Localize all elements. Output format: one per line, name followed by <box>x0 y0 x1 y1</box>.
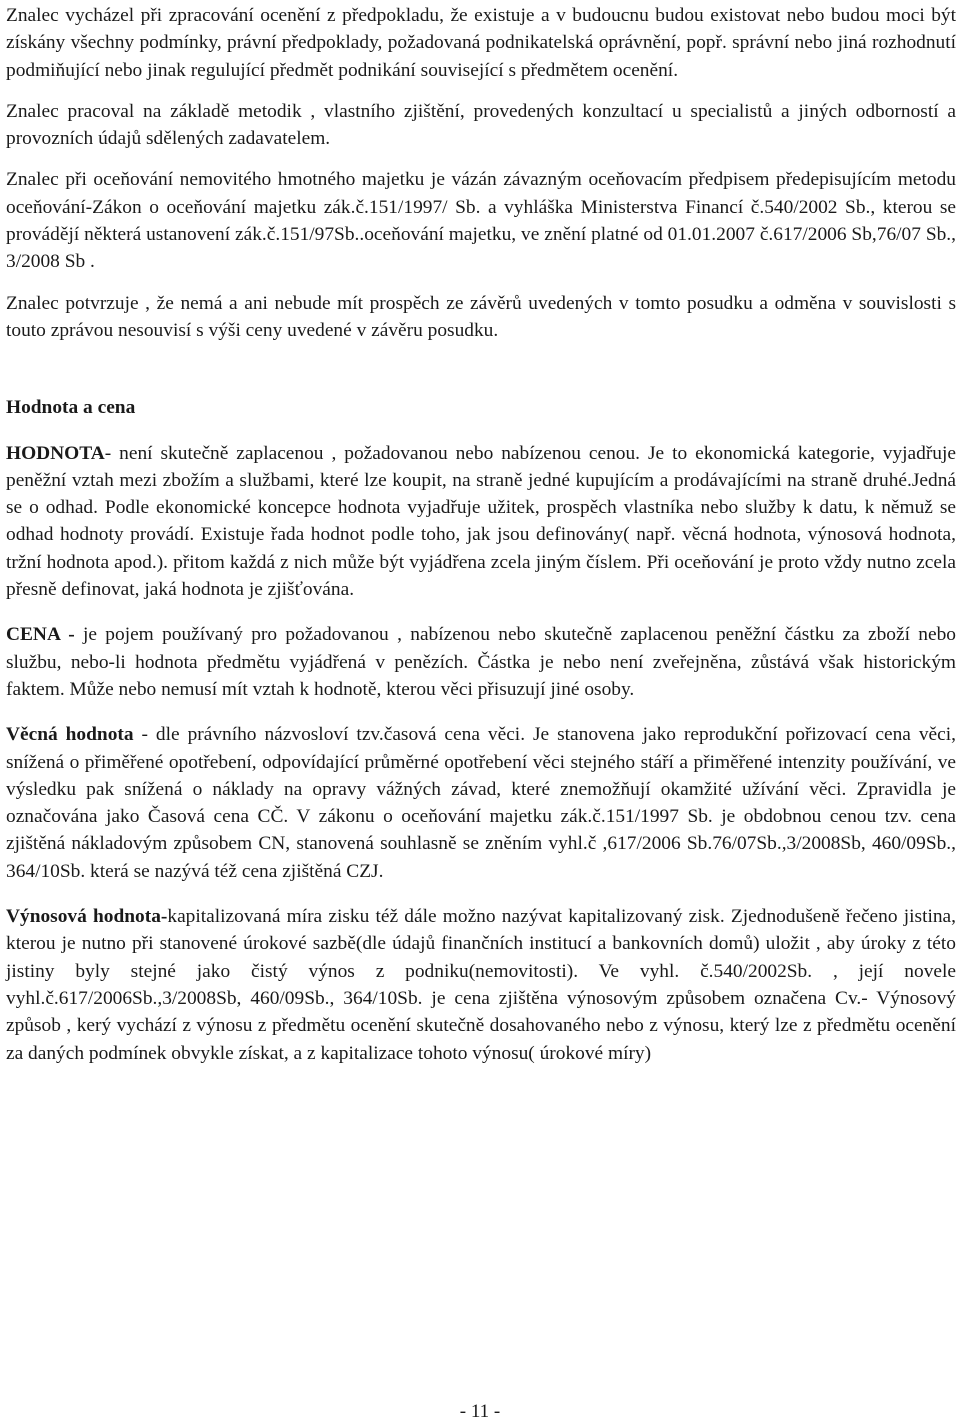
definition-vecna-hodnota <box>6 721 956 885</box>
paragraph-declaration: Znalec potvrzuje , že nemá a ani nebude mít prospěch ze závěrů uvedených v tomto posudku a odměna v souvislosti s touto zprávou nesouvisí s výši ceny uvedené v závěru posudku. <box>6 292 956 341</box>
paragraph-legal-regulation: Znalec při oceňování nemovitého hmotného majetku je vázán závazným oceňovacím předpisem předepisujícím metodu oceňování-Zákon o oceňování majetku zák.č.151/1997/ Sb. a vyhláška Ministerstva Financí č.540/2002 Sb., kterou se provádějí některá ustanovení zák.č.151/97Sb..oceňování majetku, ve znění platné od 01.01.2007 č.617/2006 Sb,76/07 Sb., 3/2008 Sb . <box>6 169 956 273</box>
definition-hodnota-text: - není skutečně zaplacenou , požadovanou nebo nabízenou cenou. Je to ekonomická kategorie, vyjadřuje peněžní vztah mezi zbožím a službami, které lze koupit, na straně jedné kupujícím a prodávajícími na straně druhé.Jedná se o odhad. Podle ekonomické koncepce hodnota vyjadřuje užitek, prospěch vlastníka nebo služby k datu, k němuž se odhad hodnoty provádí. Existuje řada hodnot podle toho, jak jsou definovány( např. věcná hodnota, výnosová hodnota, tržní hodnota apod.). přitom každá z nich může být vyjádřena zcela jiným číslem. Při oceňování je proto vždy nutno zcela přesně definovat, jaká hodnota je zjišťována. <box>6 442 956 601</box>
definition-cena-text: je pojem používaný pro požadovanou , nabízenou nebo skutečně zaplacenou peněžní částku za zboží nebo službu, nebo-li hodnota předmětu vyjádřená v penězích. Částka je nebo není zveřejněna, zůstává však historickým faktem. Může nebo nemusí mít vztah k hodnotě, kterou věci přisuzují jiné osoby. <box>6 624 956 700</box>
section-heading: Hodnota a cena <box>6 397 136 419</box>
definition-cena <box>6 621 956 703</box>
document-page <box>6 2 956 1067</box>
definition-vynosova-hodnota-text: kapitalizovaná míra zisku též dále možno nazývat kapitalizovaný zisk. Zjednodušeně řečeno jistina, kterou je nutno při stanovené úrokové sazbě(dle údajů finančních institucí a bankovních domů) uložit , aby úroky z této jistiny byly stejné jako čistý výnos z podniku(nemovitosti). Ve vyhl. č.540/2002Sb. , její novele vyhl.č.617/2006Sb.,3/2008Sb, 460/09Sb., 364/10Sb. je cena zjištěna výnosovým způsobem označena Cv.- Výnosový způsob , kerý vychází z výnosu z předmětu ocenění skutečně dosahovaného nebo z výnosu, který lze z předmětu ocenění za daných podmínek obvykle získat, a z kapitalizace tohoto výnosu( úrokové míry) <box>6 906 956 1064</box>
term-hodnota: HODNOTA <box>6 442 105 464</box>
term-vynosova-hodnota: Výnosová hodnota- <box>6 906 168 928</box>
paragraph-methodology: Znalec pracoval na základě metodik , vlastního zjištění, provedených konzultací u specialistů a jiných odborností a provozních údajů sdělených zadavatelem. <box>6 100 956 150</box>
term-cena: CENA - <box>6 624 75 646</box>
definition-hodnota <box>6 440 956 604</box>
paragraph-assumptions: Znalec vycházel při zpracování ocenění z předpokladu, že existuje a v budoucnu budou existovat nebo budou moci být získány všechny podmínky, právní předpoklady, požadovaná podnikatelská oprávnění, popř. správní nebo jiná rozhodnutí podmiňující nebo jinak regulující předmět podnikání související s předmětem ocenění. <box>6 5 956 81</box>
definition-vynosova-hodnota <box>6 903 956 1067</box>
page-number: - 11 - <box>459 1401 501 1422</box>
definition-vecna-hodnota-text: - dle právního názvosloví tzv.časová cena věci. Je stanovena jako reprodukční pořizovací cena věci, snížená o přiměřené opotřebení, odpovídající průměrné opotřebení věci stejného stáří a přiměřené intenzity používání, ve výsledku pak snížená o náklady na opravy vážných závad, které znemožňují okamžité užívání věci. Zpravidla je označována jako Časová cena CČ. V zákonu o oceňování majetku zák.č.151/1997 Sb. je obdobnou cenou tzv. cena zjištěná nákladovým způsobem CN, stanovená souhlasně se zněním vyhl.č ,617/2006 Sb.76/07Sb.,3/2008Sb, 460/09Sb., 364/10Sb. která se nazývá též cena zjištěná CZJ. <box>6 724 956 882</box>
term-vecna-hodnota: Věcná hodnota <box>6 724 134 746</box>
